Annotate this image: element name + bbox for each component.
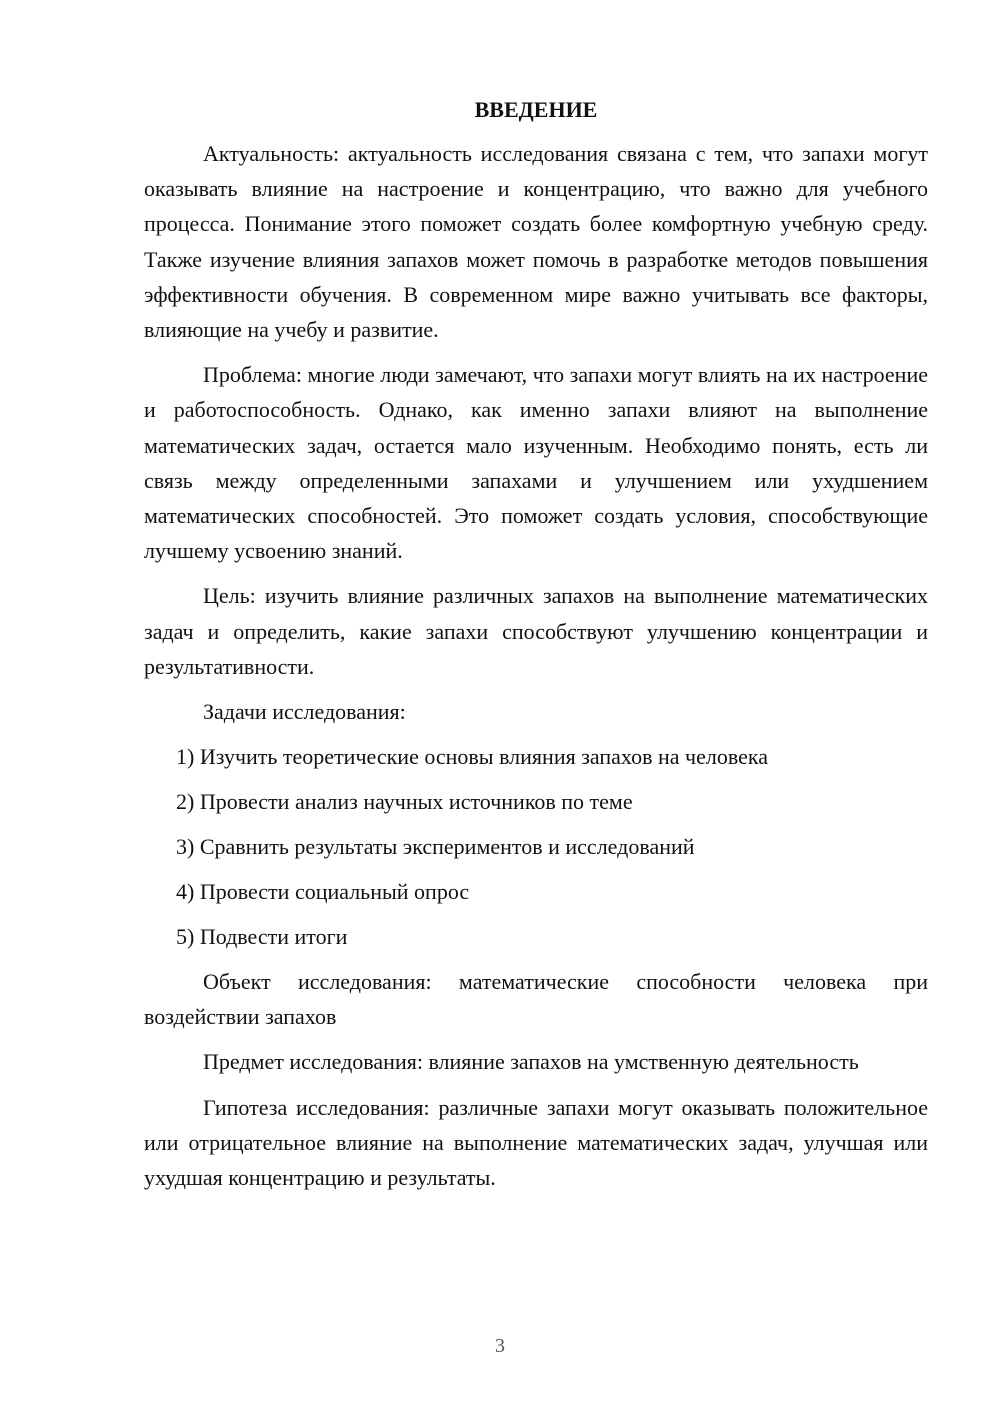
hypothesis-paragraph: Гипотеза исследования: различные запахи могут оказывать положительное или отрицательное влияние на выполнение математических задач, улучшая или ухудшая концентрацию и результаты.: [144, 1094, 928, 1191]
relevance-paragraph: Актуальность: актуальность исследования связана с тем, что запахи могут оказывать влияние на настроение и концентрацию, что важно для учебного процесса. Понимание этого поможет создать более комфортную учебную среду. Также изучение влияния запахов может помочь в разработке методов повышения эффективности обучения. В современном мире важно учитывать все факторы, влияющие на учебу и развитие.: [144, 141, 928, 343]
tasks-list: [144, 739, 928, 954]
subject-paragraph: Предмет исследования: влияние запахов на умственную деятельность: [203, 1049, 859, 1075]
page-content: [144, 95, 928, 1205]
task-item-3: 3) Сравнить результаты экспериментов и исследований: [176, 834, 695, 860]
object-paragraph: Объект исследования: математические способности человека при воздействии запахов: [144, 969, 928, 1030]
page-number: 3: [495, 1335, 505, 1357]
section-title: ВВЕДЕНИЕ: [474, 97, 598, 122]
task-item-5: 5) Подвести итоги: [176, 924, 348, 950]
task-item-4: 4) Провести социальный опрос: [176, 879, 470, 905]
tasks-heading: Задачи исследования:: [203, 699, 406, 725]
task-item-1: 1) Изучить теоретические основы влияния запахов на человека: [176, 744, 768, 770]
goal-paragraph: Цель: изучить влияние различных запахов на выполнение математических задач и определить, какие запахи способствуют улучшению концентрации и результативности.: [144, 583, 928, 679]
problem-paragraph: Проблема: многие люди замечают, что запахи могут влиять на их настроение и работоспособность. Однако, как именно запахи влияют на выполнение математических задач, остается мало изученным. Необходимо понять, есть ли связь между определенными запахами и улучшением или ухудшением математических способностей. Это поможет создать условия, способствующие лучшему усвоению знаний.: [144, 362, 928, 564]
task-item-2: 2) Провести анализ научных источников по теме: [176, 789, 633, 815]
